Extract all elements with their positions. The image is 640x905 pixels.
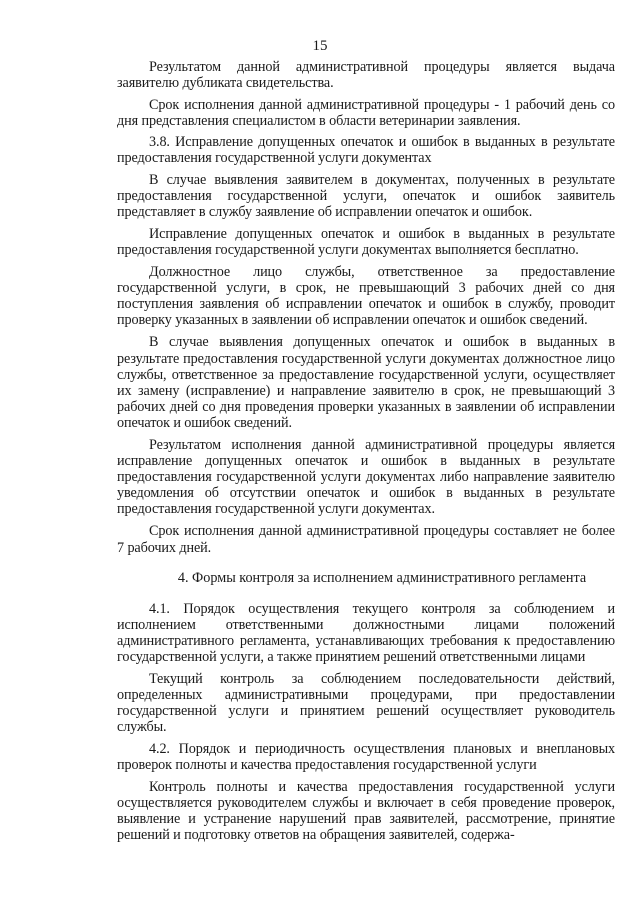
subsection-title: 4.1. Порядок осуществления текущего контроля за соблюдением и исполнением ответственными должностными лицами положений административного регламента, устанавливающих требования к предоставлению государственной услуги, а также принятием решений ответственными лицами [117, 600, 615, 665]
section-heading: 4. Формы контроля за исполнением административного регламента [177, 569, 587, 586]
paragraph: В случае выявления заявителем в документах, полученных в результате предоставления государственной услуги, опечаток и ошибок заявитель представляет в службу заявление об исправлении опечаток и ошибок. [117, 171, 615, 220]
paragraph: Должностное лицо службы, ответственное за предоставление государственной услуги, в срок, не превышающий 3 рабочих дней со дня поступления заявления об исправлении опечаток и ошибок в службу, проводит проверку указанных в заявлении об исправлении опечаток и ошибок сведений. [117, 264, 615, 329]
paragraph: Контроль полноты и качества предоставления государственной услуги осуществляется руководителем службы и включает в себя проведение проверок, выявление и устранение нарушений прав заявителей, рассмотрение, принятие решений и подготовку ответов на обращения заявителей, содержа- [117, 778, 615, 843]
page-number: 15 [312, 38, 328, 54]
paragraph: Результатом исполнения данной административной процедуры является исправление допущенных опечаток и ошибок в выданных в результате предоставления государственной услуги документах либо направление заявителю уведомления об отсутствии опечаток и ошибок в выданных в результате предоставления государственной услуги документах. [117, 436, 615, 518]
paragraph: В случае выявления допущенных опечаток и ошибок в выданных в результате предоставления государственной услуги документах должностное лицо службы, ответственное за предоставление государственной услуги, осуществляет их замену (исправление) и направление заявителю в срок, не превышающий 3 рабочих дней со дня проведения проверки указанных в заявлении об исправлении опечаток и ошибок сведений. [117, 334, 615, 431]
paragraph: Срок исполнения данной административной процедуры составляет не более 7 рабочих дней. [117, 523, 615, 556]
subsection-title: 4.2. Порядок и периодичность осуществления плановых и внеплановых проверок полноты и качества предоставления государственной услуги [117, 741, 615, 774]
paragraph: Текущий контроль за соблюдением последовательности действий, определенных административными процедурами, при предоставлении государственной услуги и принятием решений осуществляет руководитель службы. [117, 671, 615, 736]
subsection-title: 3.8. Исправление допущенных опечаток и ошибок в выданных в результате предоставления государственной услуги документах [117, 134, 615, 167]
paragraph: Результатом данной административной процедуры является выдача заявителю дубликата свидетельства. [117, 59, 615, 92]
document-body [117, 59, 615, 849]
paragraph: Исправление допущенных опечаток и ошибок в выданных в результате предоставления государственной услуги документах выполняется бесплатно. [117, 225, 615, 258]
paragraph: Срок исполнения данной административной процедуры - 1 рабочий день со дня представления специалистом в области ветеринарии заявления. [117, 97, 615, 130]
